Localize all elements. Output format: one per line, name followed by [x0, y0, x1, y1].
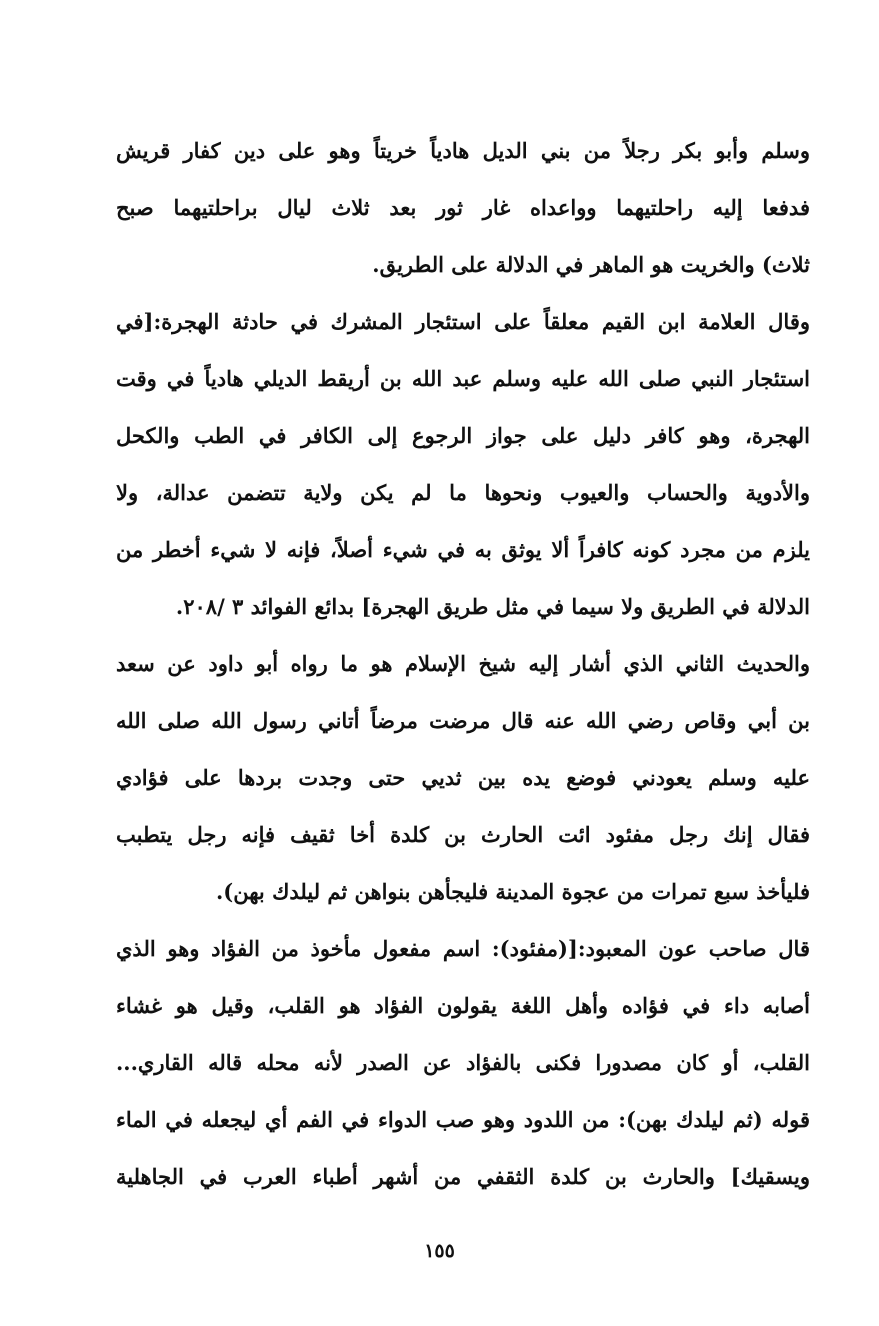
text-line: أصابه داء في فؤاده وأهل اللغة يقولون الفؤاد هو القلب، وقيل هو غشاء	[116, 993, 810, 1018]
text-line: الهجرة، وهو كافر دليل على جواز الرجوع إلى الكافر في الطب والكحل	[116, 423, 810, 448]
text-line: قوله (ثم ليلدك بهن): من اللدود وهو صب الدواء في الفم أي ليجعله في الماء	[116, 1107, 810, 1132]
text-line: والأدوية والحساب والعيوب ونحوها ما لم يكن ولاية تتضمن عدالة، ولا	[116, 480, 810, 505]
text-line: ويسقيك] والحارث بن كلدة الثقفي من أشهر أطباء العرب في الجاهلية	[116, 1164, 810, 1189]
text-line: قال صاحب عون المعبود:[(مفئود): اسم مفعول مأخوذ من الفؤاد وهو الذي	[116, 936, 810, 961]
text-line: بن أبي وقاص رضي الله عنه قال مرضت مرضاً أتاني رسول الله صلى الله	[116, 708, 810, 733]
text-line: الدلالة في الطريق ولا سيما في مثل طريق الهجرة] بدائع الفوائد ٣ /٢٠٨.	[175, 594, 810, 619]
text-line: استئجار النبي صلى الله عليه وسلم عبد الله بن أريقط الديلي هادياً في وقت	[116, 366, 810, 391]
text-line: فليأخذ سبع تمرات من عجوة المدينة فليجأهن بنواهن ثم ليلدك بهن).	[216, 879, 810, 904]
text-line: فقال إنك رجل مفئود ائت الحارث بن كلدة أخا ثقيف فإنه رجل يتطبب	[116, 822, 810, 847]
text-line: وقال العلامة ابن القيم معلقاً على استئجار المشرك في حادثة الهجرة:[في	[116, 309, 810, 334]
text-line: والحديث الثاني الذي أشار إليه شيخ الإسلام هو ما رواه أبو داود عن سعد	[116, 651, 810, 676]
page-number: ١٥٥	[424, 1240, 455, 1262]
text-line: وسلم وأبو بكر رجلاً من بني الديل هادياً خريتاً وهو على دين كفار قريش	[116, 138, 810, 163]
body-text	[116, 122, 810, 1205]
text-line: فدفعا إليه راحلتيهما وواعداه غار ثور بعد ثلاث ليال براحلتيهما صبح	[116, 195, 810, 220]
text-line: عليه وسلم يعودني فوضع يده بين ثديي حتى وجدت بردها على فؤادي	[116, 765, 810, 790]
text-line: ثلاث) والخريت هو الماهر في الدلالة على الطريق.	[372, 252, 810, 277]
text-line: يلزم من مجرد كونه كافراً ألا يوثق به في شيء أصلاً، فإنه لا شيء أخطر من	[116, 537, 810, 562]
text-line: القلب، أو كان مصدورا فكنى بالفؤاد عن الصدر لأنه محله قاله القاري...	[116, 1050, 810, 1075]
